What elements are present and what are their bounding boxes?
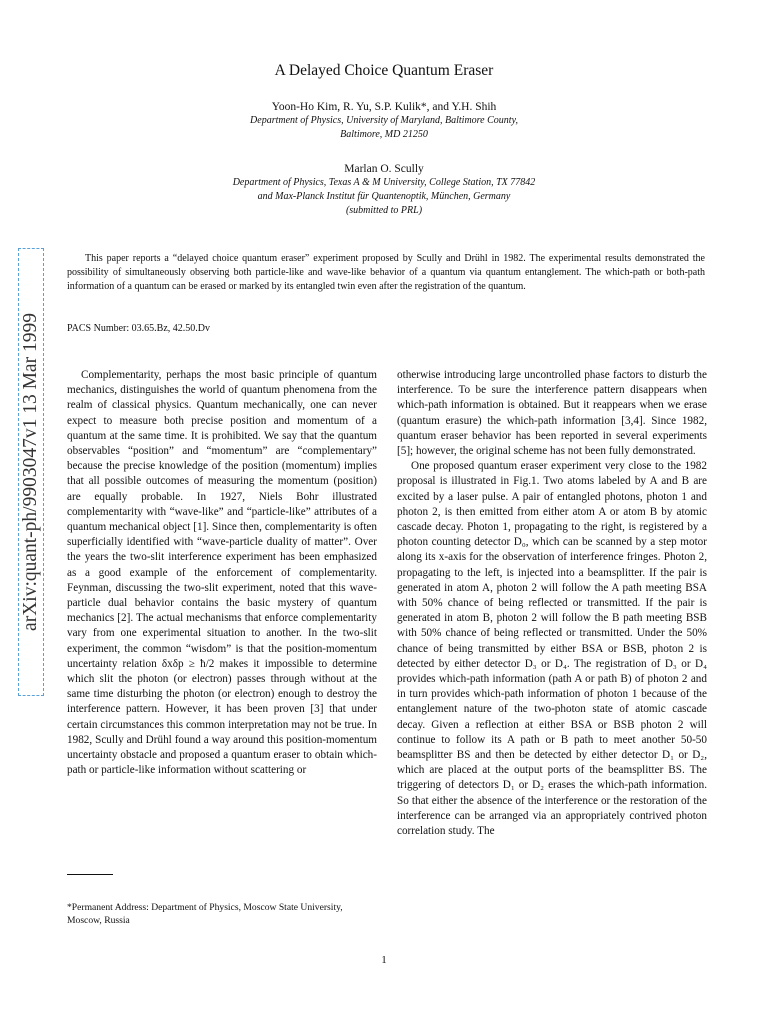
arxiv-identifier: arXiv:quant-ph/9903047v1 13 Mar 1999 [20,313,41,631]
body-column-left [67,368,377,778]
body-paragraph: otherwise introducing large uncontrolled phase factors to disturb the interference. To be sure the interference pattern disappears when which-path information is obtained. But it reappears when we erase (quantum erasure) the which-path information [3,4]. Since 1982, quantum eraser behavior has been reported in several experiments [5]; however, the original scheme has not been fully demonstrated. [397,369,707,458]
pacs-numbers: PACS Number: 03.65.Bz, 42.50.Dv [67,323,210,334]
paper-title: A Delayed Choice Quantum Eraser [274,62,494,79]
abstract-text: This paper reports a “delayed choice quantum eraser” experiment proposed by Scully and Drühl in 1982. The experimental results demonstrated the possibility of simultaneously observing both particle-like and wave-like behavior of a quantum via quantum entanglement. The which-path or both-path information of a quantum can be erased or marked by its entangled twin even after the registration of the quantum. [67,253,705,292]
authors-group-2: Marlan O. Scully [344,163,424,175]
affiliation-2-line-2: and Max-Planck Institut für Quantenoptik, München, Germany [257,191,511,202]
paper-header [0,62,768,218]
body-paragraph: One proposed quantum eraser experiment very close to the 1982 proposal is illustrated in Fig.1. Two atoms labeled by A and B are excited by a laser pulse. A pair of entangled photons, photon 1 and photon 2, is then emitted from either atom A or atom B by atomic cascade decay. Photon 1, propagating to the right, is registered by a photon counting detector D₀, which can be scanned by a step motor along its x-axis for the observation of interference fringes. Photon 2, propagating to the left, is injected into a beamsplitter. If the pair is generated in atom A, photon 2 will follow the A path meeting BSA with 50% chance of being reflected or transmitted. If the pair is generated in atom B, photon 2 will follow the B path meeting BSB with 50% chance of being reflected or transmitted. Under the 50% chance of being transmitted by either BSA or BSB, photon 2 is detected by either detector D₃ or D₄. The registration of D₃ or D₄ provides which-path information (path A or path B) of photon 2 and in turn provides which-path information of photon 1 because of the entanglement nature of the two-photon state of atomic cascade decay. Given a reflection at either BSA or BSB photon 2 will continue to follow its A path or B path to meet another 50-50 beamsplitter BS and then be detected by either detector D₁ or D₂, which are placed at the output ports of the beamsplitter BS. The triggering of detectors D₁ or D₂ erases the which-path information. So that either the absence of the interference or the restoration of the interference can be arranged via an appropriately contrived photon correlation study. The [397,460,707,838]
submission-note: (submitted to PRL) [345,205,423,216]
affiliation-2-line-1: Department of Physics, Texas A & M University, College Station, TX 77842 [232,177,536,188]
abstract [67,252,705,294]
body-column-right [397,368,707,839]
affiliation-1-line-2: Baltimore, MD 21250 [340,129,428,140]
affiliation-1-line-1: Department of Physics, University of Maryland, Baltimore County, [250,115,518,126]
authors-group-1: Yoon-Ho Kim, R. Yu, S.P. Kulik*, and Y.H. Shih [271,101,497,113]
page-number: 1 [381,954,387,966]
body-paragraph: Complementarity, perhaps the most basic principle of quantum mechanics, distinguishes the world of quantum phenomena from the realm of classical physics. Quantum mechanically, one can never expect to measure both precise position and momentum of a quantum at the same time. It is prohibited. We say that the quantum observables “position” and “momentum” are “complementary” because the precise knowledge of the position (momentum) implies that all possible outcomes of measuring the momentum (position) are equally probable. In 1927, Niels Bohr illustrated complementarity with “wave-like” and “particle-like” attributes of a quantum mechanical object [1]. Since then, complementarity is often superficially identified with “wave-particle duality of matter”. Over the years the two-slit interference experiment has been emphasized as a good example of the enforcement of complementarity. Feynman, discussing the two-slit experiment, noted that this wave-particle dual behavior contains the basic mystery of quantum mechanics [2]. The actual mechanisms that enforce complementarity vary from one experimental situation to another. In the two-slit experiment, the common “wisdom” is that the position-momentum uncertainty relation δxδp ≥ ħ/2 makes it impossible to determine which slit the photon (or electron) passes through without at the same time disturbing the photon (or electron) enough to destroy the interference pattern. However, it has been proven [3] that under certain circumstances this common interpretation may not be true. In 1982, Scully and Drühl found a way around this position-momentum uncertainty obstacle and proposed a quantum eraser to obtain which-path or particle-like information without scattering or [67,369,377,777]
arxiv-identifier-sidebar [18,248,44,696]
footnote-rule [67,874,113,875]
footnote: *Permanent Address: Department of Physics, Moscow State University, Moscow, Russia [67,902,343,926]
